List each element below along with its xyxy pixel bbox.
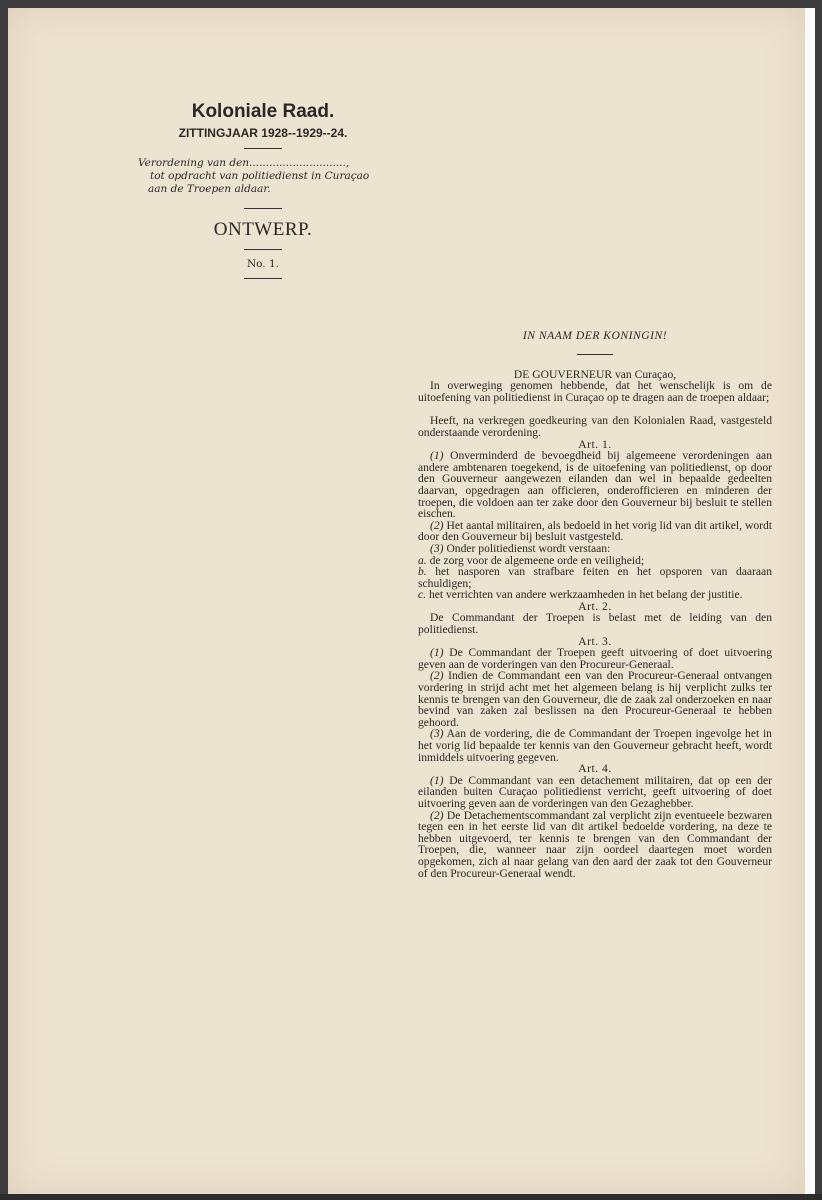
item-a-text: de zorg voor de algemeene orde en veiligheid; xyxy=(429,553,645,567)
article-1-paragraph-1 xyxy=(418,450,772,520)
subject-line-3: aan de Troepen aldaar. xyxy=(148,183,271,195)
council-title: Koloniale Raad. xyxy=(191,101,335,122)
invocation-divider xyxy=(577,354,613,355)
subject-divider xyxy=(244,208,282,209)
document-number: No. 1. xyxy=(246,258,280,270)
article-3-p3-number: (3) xyxy=(430,727,444,741)
article-1-paragraph-2 xyxy=(418,520,772,543)
article-1-p2-text: Het aantal militairen, als bedoeld in het vorig lid van dit artikel, wordt door den Gouverneur bij besluit vastgesteld. xyxy=(418,518,772,544)
article-3-paragraph-3 xyxy=(418,728,772,763)
article-3-heading: Art. 3. xyxy=(578,634,612,648)
ordinance-body xyxy=(418,330,772,879)
article-4-p1-number: (1) xyxy=(430,773,444,787)
article-3-paragraph-1 xyxy=(418,647,772,670)
session-year: ZITTINGJAAR 1928--1929--24. xyxy=(178,126,348,140)
item-a-label: a. xyxy=(418,553,427,567)
page-edge xyxy=(805,8,815,1194)
item-b-label: b. xyxy=(418,565,427,579)
item-b-text: het nasporen van strafbare feiten en het opsporen van daaraan schuldigen; xyxy=(418,565,773,590)
article-2-heading: Art. 2. xyxy=(578,599,612,613)
article-2-paragraph: De Commandant der Troepen is belast met de leiding van den politiedienst. xyxy=(418,611,772,637)
article-1-p3-number: (3) xyxy=(430,541,444,555)
document-page xyxy=(8,8,805,1194)
article-4-paragraph-1 xyxy=(418,775,772,810)
item-c-text: het verrichten van andere werkzaamheden in het belang der justitie. xyxy=(428,588,743,602)
preamble-enactment: Heeft, na verkregen goedkeuring van den Kolonialen Raad, vastgesteld onderstaande verordening. xyxy=(418,414,772,439)
article-1-item-b xyxy=(418,566,772,589)
article-3-p1-text: De Commandant der Troepen geeft uitvoering of doet uitvoering geven aan de vorderingen van den Procureur-Generaal. xyxy=(418,646,772,671)
article-1-p3-text: Onder politiedienst wordt verstaan: xyxy=(446,541,611,555)
article-3-paragraph-2 xyxy=(418,670,772,728)
article-4-p2-number: (2) xyxy=(430,808,444,822)
governor-line: DE GOUVERNEUR van Curaçao, xyxy=(513,367,677,381)
article-3-p2-number: (2) xyxy=(430,669,444,683)
article-3-p1-number: (1) xyxy=(430,646,444,660)
draft-divider xyxy=(244,249,282,250)
document-header xyxy=(128,100,398,287)
draft-label: ONTWERP. xyxy=(213,219,313,240)
article-1-p2-number: (2) xyxy=(430,518,444,532)
article-3-p3-text: Aan de vordering, die de Commandant der Troepen ingevolge het in het vorig lid bepaalde ter kennis van den Gouverneur gebracht heeft, wordt inmiddels uitvoering gegeven. xyxy=(418,727,772,764)
invocation: IN NAAM DER KONINGIN! xyxy=(522,329,668,342)
article-3-p2-text: Indien de Commandant een van den Procureur-Generaal ontvangen vordering in strijd acht met het algemeen belang is hij verplicht zulks ter kennis te brengen van den Gouverneur, die de zaak zal onderzoeken en naar bevind van zaken zal beslissen na den Procureur-Generaal te hebben gehoord. xyxy=(418,669,773,729)
item-c-label: c. xyxy=(418,588,427,602)
subject-line-1: Verordening van den............................., xyxy=(138,157,350,169)
article-1-p1-text: Onverminderd de bevoegdheid bij algemeene verordeningen aan andere ambtenaren toegekend, is de uitoefening van politiedienst, op door den Gouverneur aangewezen eilanden dan wel in bepaalde gedeelten daarvan, opgedragen aan officieren, onderofficieren en minderen der troepen, die voldoen aan ter zake door den Gouverneur bij besluit te stellen eischen. xyxy=(418,449,772,521)
subject-line-2: tot opdracht van politiedienst in Curaçao xyxy=(150,170,370,182)
preamble-considering: In overweging genomen hebbende, dat het wenschelijk is om de uitoefening van politiedienst in Curaçao op te dragen aan de troepen aldaar; xyxy=(418,379,772,404)
article-4-paragraph-2 xyxy=(418,810,772,880)
article-4-heading: Art. 4. xyxy=(578,762,612,776)
ordinance-subject xyxy=(128,157,398,196)
article-4-p1-text: De Commandant van een detachement militairen, dat op een der eilanden buiten Curaçao politiedienst verricht, geeft uitvoering of doet uitvoering geven aan de vorderingen van den Gezaghebber. xyxy=(418,773,772,810)
number-divider xyxy=(244,278,282,279)
scan-border xyxy=(0,1194,822,1200)
article-4-p2-text: De Detachementscommandant zal verplicht zijn eventueele bezwaren tegen een in het eerste lid van dit artikel bedoelde vordering, na deze te hebben uitgevoerd, ter kennis te brengen van den Commandant der Troepen, die, wanneer naar zijn oordeel daartegen moet worden opgekomen, zich al naar gelang van den aard der zaak tot den Gouverneur of den Procureur-Generaal wendt. xyxy=(418,808,772,880)
article-1-p1-number: (1) xyxy=(430,449,444,463)
header-divider xyxy=(244,148,282,149)
article-1-heading: Art. 1. xyxy=(578,437,612,451)
